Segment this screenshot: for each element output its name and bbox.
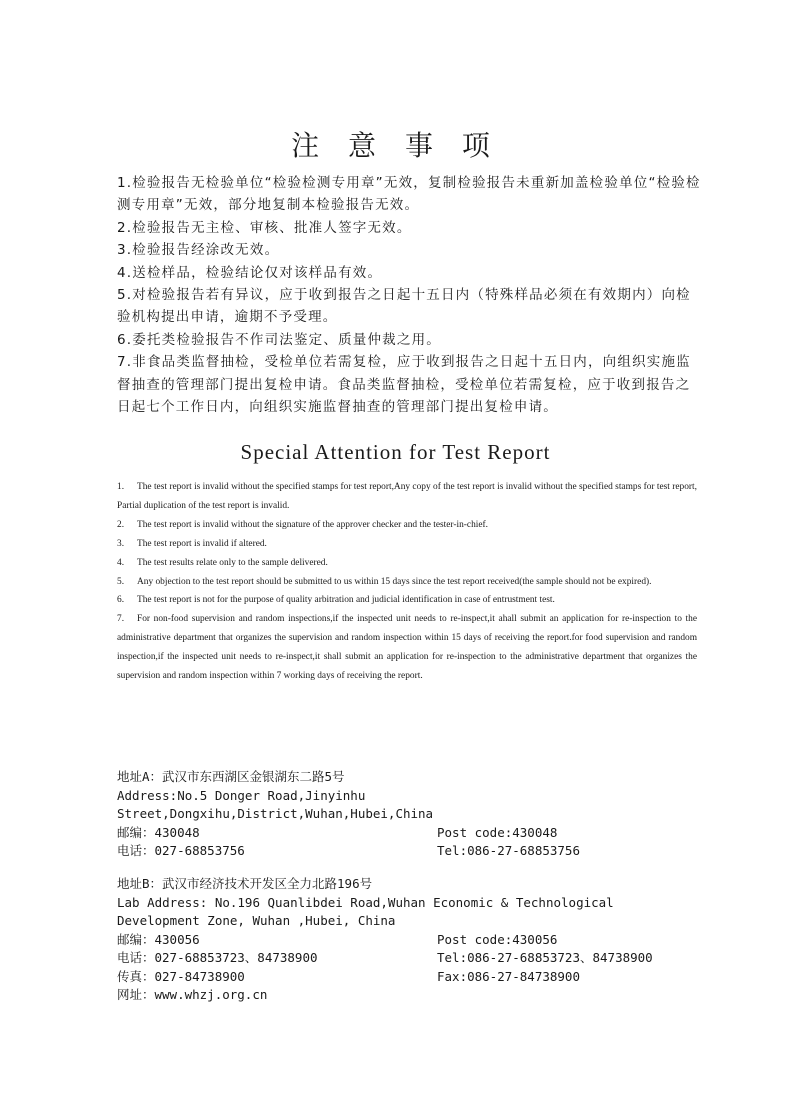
item-text: The test results relate only to the sample delivered. bbox=[137, 557, 328, 568]
notice-item: 3.检验报告经涂改无效。 bbox=[117, 242, 280, 259]
item-text: The test report is invalid without the specified stamps for test report,Any copy of the test report is invalid without the specified stamps for test report, Partial duplication of the test report is invalid. bbox=[117, 482, 697, 511]
item-text: The test report is invalid if altered. bbox=[137, 538, 267, 549]
notice-item-en bbox=[117, 516, 697, 535]
chinese-notice-list bbox=[117, 172, 702, 418]
item-text: Any objection to the test report should be submitted to us within 15 days since the test report received(the sample should not be expired). bbox=[137, 576, 652, 587]
notice-item-en bbox=[117, 535, 697, 554]
address-block-a bbox=[117, 768, 717, 861]
tel-row bbox=[117, 842, 717, 861]
notice-item: 4.送检样品，检验结论仅对该样品有效。 bbox=[117, 264, 383, 281]
item-number: 5. bbox=[117, 576, 125, 587]
english-notice-list bbox=[117, 478, 697, 686]
postcode-en: Post code:430048 bbox=[437, 824, 558, 840]
address-cn: 地址A：武汉市东西湖区金银湖东二路5号 bbox=[117, 769, 345, 784]
address-block-b bbox=[117, 875, 717, 1005]
item-number: 6. bbox=[117, 595, 125, 606]
item-text: For non-food supervision and random inspections,if the inspected unit needs to re-inspect,it ahall submit an application for re-inspection to the administrative department that organizes the supervision and random inspection within 15 days of receiving the report.for food supervision and random inspection,if the inspected unit needs to re-inspect,it shall submit an application for re-inspection to the administrative department that organizes the supervision and random inspection within 7 working days of receiving the report. bbox=[117, 614, 697, 682]
postcode-cn: 邮编：430056 bbox=[117, 931, 200, 947]
tel-en: Tel:086-27-68853723、84738900 bbox=[437, 950, 653, 965]
item-number: 2. bbox=[117, 519, 125, 530]
address-cn: 地址B：武汉市经济技术开发区全力北路196号 bbox=[117, 876, 373, 891]
fax-en: Fax:086-27-84738900 bbox=[437, 968, 580, 984]
english-section-title: Special Attention for Test Report bbox=[240, 440, 551, 464]
notice-item-en bbox=[117, 591, 697, 610]
item-number: 1. bbox=[117, 482, 125, 492]
tel-en: Tel:086-27-68853756 bbox=[437, 843, 580, 858]
tel-row bbox=[117, 949, 717, 968]
item-number: 3. bbox=[117, 538, 125, 549]
notice-item: 6.委托类检验报告不作司法鉴定、质量仲裁之用。 bbox=[117, 331, 441, 348]
address-en: Lab Address: No.196 Quanlibdei Road,Wuhan Economic & Technological Development Zone, Wuhan ,Hubei, China bbox=[117, 894, 614, 928]
postcode-row bbox=[117, 931, 717, 950]
item-number: 4. bbox=[117, 557, 125, 568]
website: 网址：www.whzj.org.cn bbox=[117, 987, 268, 1002]
postcode-en: Post code:430056 bbox=[437, 931, 558, 947]
notice-item: 1.检验报告无检验单位“检验检测专用章”无效，复制检验报告未重新加盖检验单位“检验检测专用章”无效，部分地复制本检验报告无效。 bbox=[117, 175, 701, 214]
page-title: 注 意 事 项 bbox=[291, 129, 500, 162]
postcode-row bbox=[117, 824, 717, 843]
item-text: The test report is invalid without the signature of the approver checker and the tester-in-chief. bbox=[137, 519, 488, 530]
postcode-cn: 邮编：430048 bbox=[117, 824, 200, 840]
tel-cn: 电话：027-68853723、84738900 bbox=[117, 950, 318, 965]
notice-item-en bbox=[117, 573, 697, 592]
notice-item: 5.对检验报告若有异议，应于收到报告之日起十五日内（特殊样品必须在有效期内）向检验机构提出申请，逾期不予受理。 bbox=[117, 287, 691, 326]
fax-cn: 传真：027-84738900 bbox=[117, 968, 245, 984]
address-en: Address:No.5 Donger Road,Jinyinhu Street,Dongxihu,District,Wuhan,Hubei,China bbox=[117, 787, 434, 821]
notice-item: 2.检验报告无主检、审核、批准人签字无效。 bbox=[117, 219, 412, 236]
notice-item-en bbox=[117, 554, 697, 573]
tel-cn: 电话：027-68853756 bbox=[117, 843, 245, 858]
fax-row bbox=[117, 968, 717, 987]
item-text: The test report is not for the purpose of quality arbitration and judicial identification in case of entrustment test. bbox=[137, 595, 555, 606]
notice-item: 7.非食品类监督抽检，受检单位若需复检，应于收到报告之日起十五日内，向组织实施监督抽查的管理部门提出复检申请。食品类监督抽检，受检单位若需复检，应于收到报告之日起七个工作日内，向组织实施监督抽查的管理部门提出复检申请。 bbox=[117, 354, 691, 416]
notice-item-en bbox=[117, 478, 697, 516]
item-number: 7. bbox=[117, 614, 125, 625]
notice-item-en bbox=[117, 610, 697, 686]
